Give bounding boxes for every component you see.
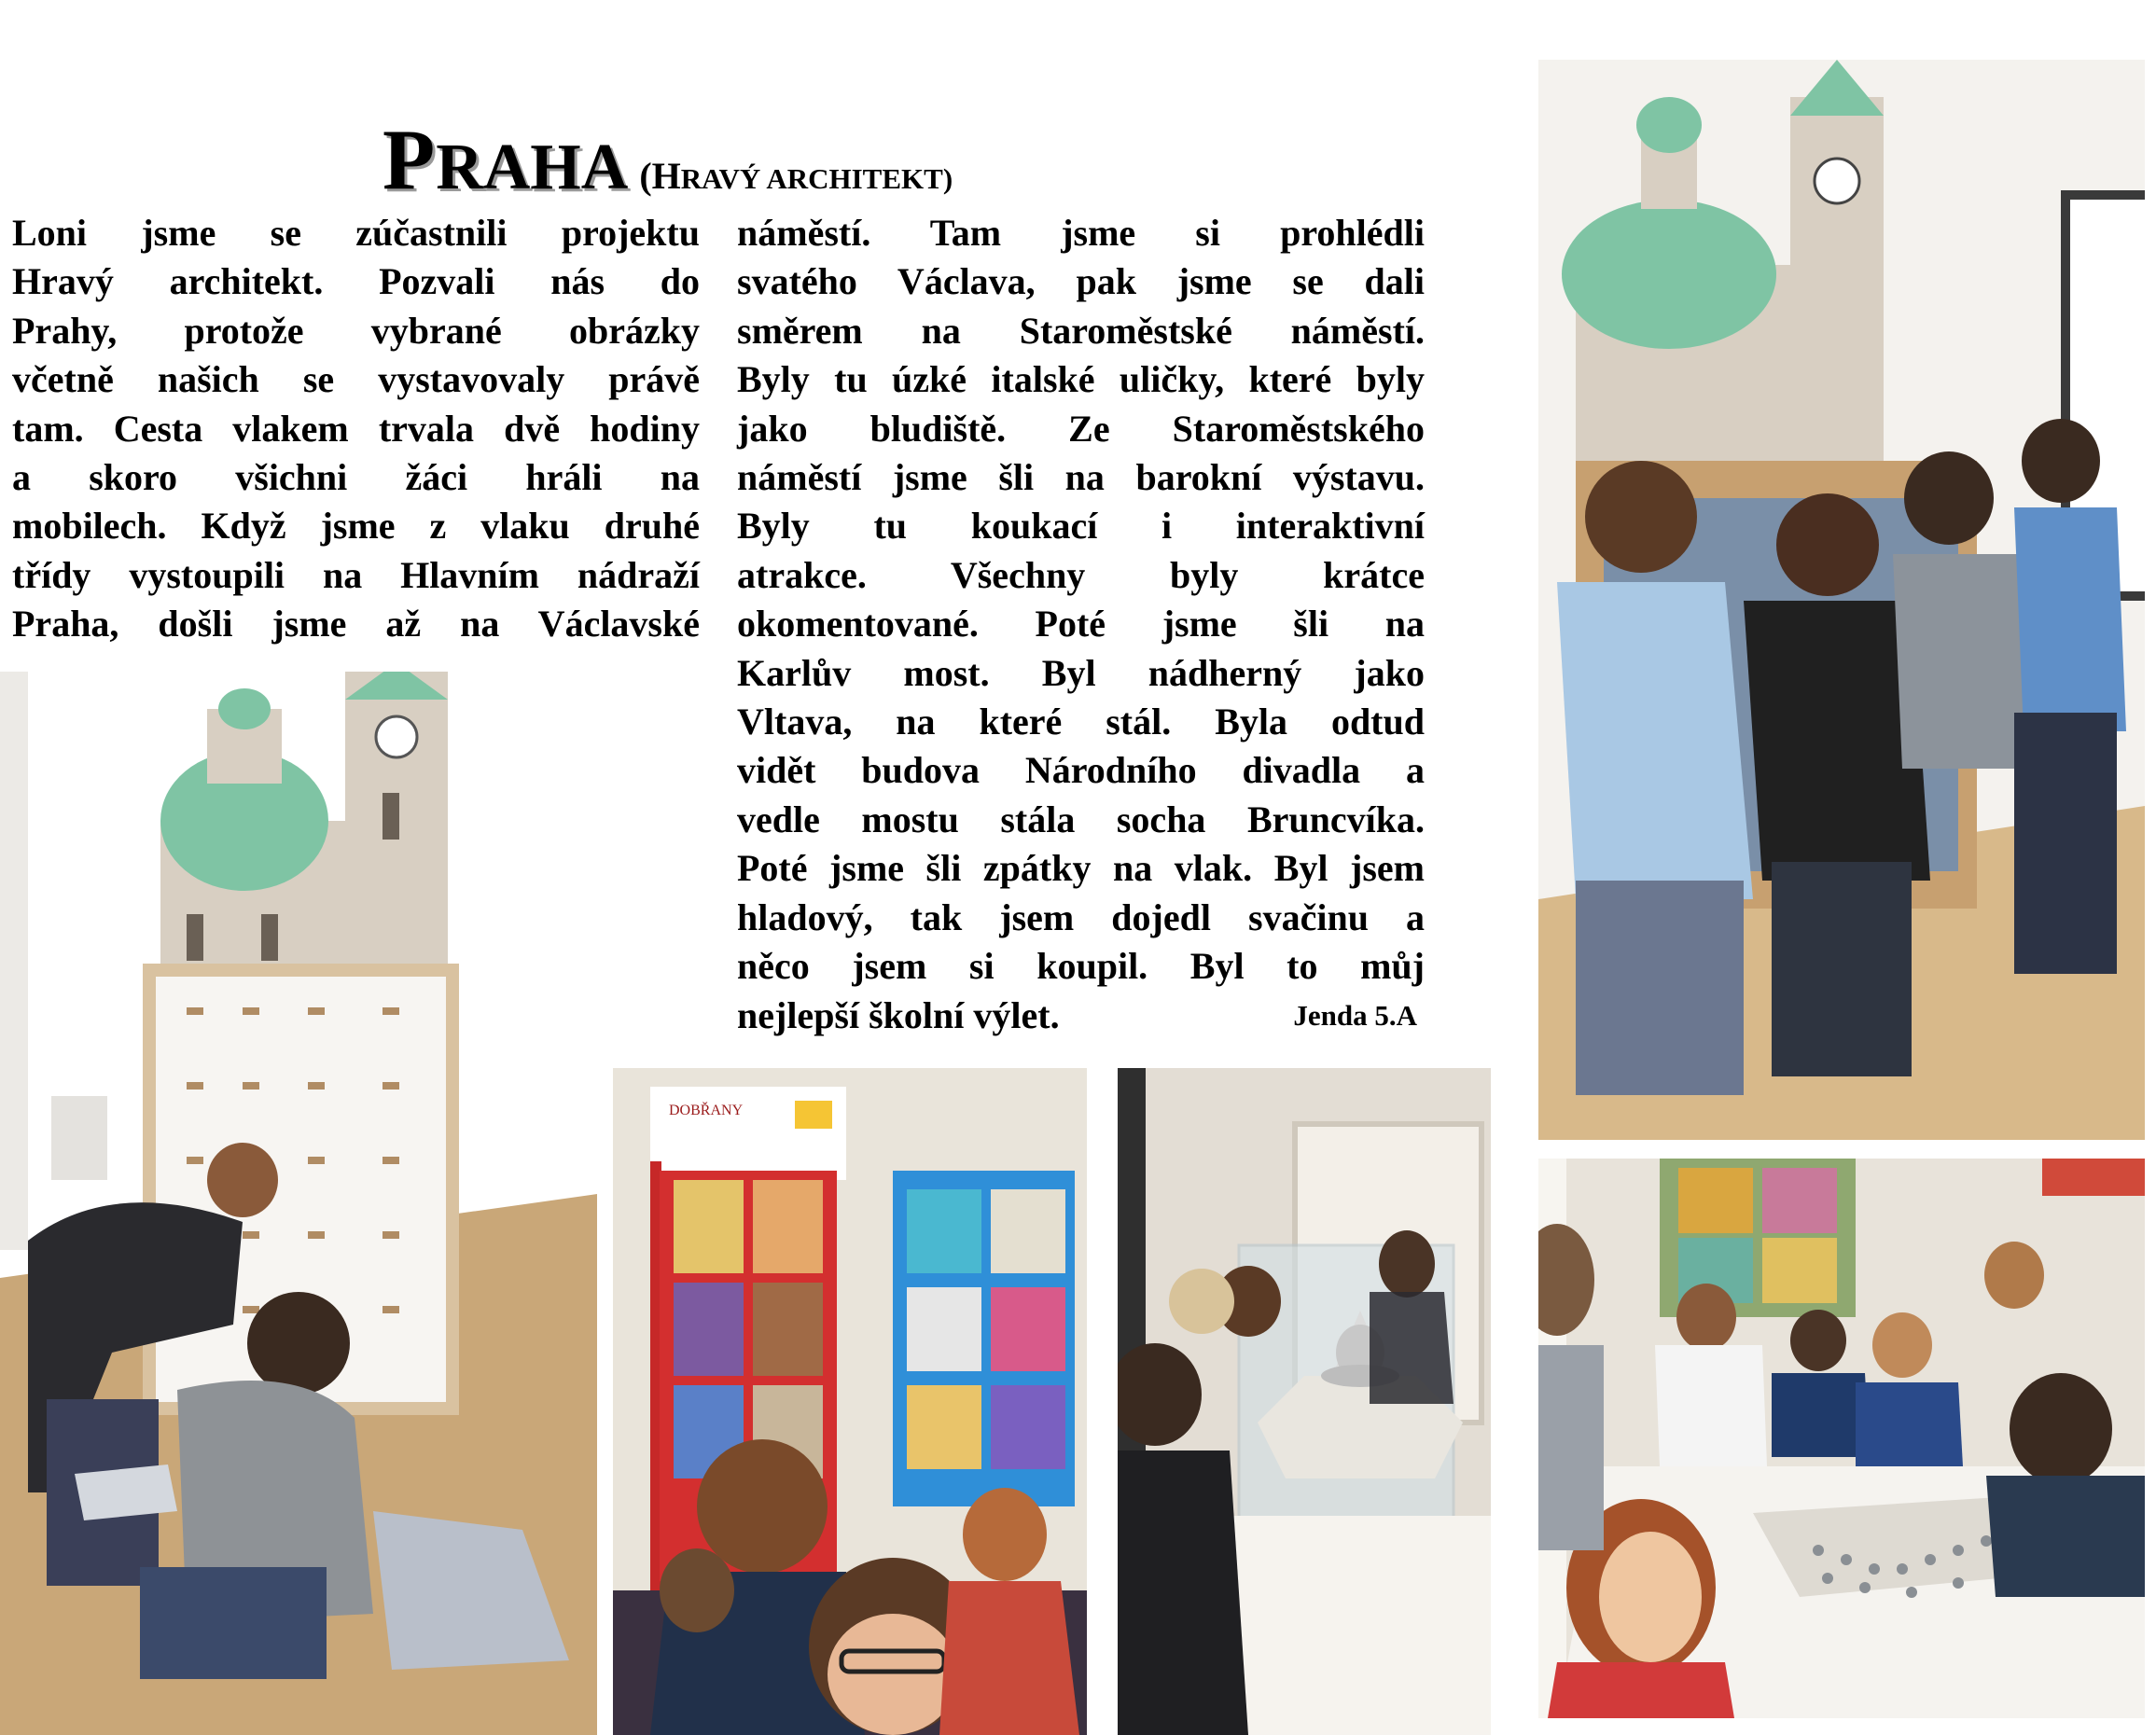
article-column-1 — [12, 209, 700, 649]
article-line: okomentované. Poté jsme šli na — [737, 603, 1425, 645]
photo-children-drawings-wall — [613, 1068, 1087, 1735]
article-line: Byly tu koukací i interaktivní — [737, 505, 1425, 548]
title-subtitle: (HRAVÝ ARCHITEKT) — [639, 155, 953, 197]
article-line: a skoro všichni žáci hráli na — [12, 456, 700, 499]
page-title — [383, 110, 953, 207]
article-line: mobilech. Když jsme z vlaku druhé — [12, 505, 700, 548]
article-line: svatého Václava, pak jsme se dali — [737, 260, 1425, 303]
article-line: směrem na Staroměstské náměstí. — [737, 309, 1425, 352]
article-column-2 — [737, 209, 1425, 1040]
article-line: Karlův most. Byl nádherný jako — [737, 651, 1425, 694]
photo-garden-model-table — [1538, 1159, 2145, 1718]
title-initial: P — [383, 112, 437, 207]
article-line: hladový, tak jsem dojedl svačinu a — [737, 895, 1425, 938]
article-line: Prahy, protože vybrané obrázky — [12, 309, 700, 352]
photo-church-pegboard — [0, 672, 597, 1735]
article-last-line: nejlepší školní výlet. Jenda 5.A — [737, 992, 1425, 1040]
article-line: jako bludiště. Ze Staroměstského — [737, 407, 1425, 450]
article-line: Poté jsme šli zpátky na vlak. Byl jsem — [737, 847, 1425, 890]
title-rest: RAHA — [436, 132, 629, 203]
author-signature: Jenda 5.A — [1293, 998, 1417, 1032]
article-line: třídy vystoupili na Hlavním nádraží — [12, 553, 700, 596]
article-line: vedle mostu stála socha Bruncvíka. — [737, 798, 1425, 840]
article-line: Vltava, na které stál. Byla odtud — [737, 701, 1425, 743]
article-line: něco jsem si koupil. Byl to můj — [737, 945, 1425, 988]
photo-church-model-vitrine — [1118, 1068, 1491, 1735]
article-line: náměstí jsme šli na barokní výstavu. — [737, 456, 1425, 499]
article-line: náměstí. Tam jsme si prohlédli — [737, 212, 1425, 254]
article-line: vidět budova Národního divadla a — [737, 749, 1425, 792]
poster-label: DOBŘANY — [669, 1103, 744, 1118]
article-line: Byly tu úzké italské uličky, které byly — [737, 358, 1425, 401]
article-line: atrakce. Všechny byly krátce — [737, 553, 1425, 596]
article-line: Hravý architekt. Pozvali nás do — [12, 260, 700, 303]
article-line: Loni jsme se zúčastnili projektu — [12, 212, 700, 254]
article-line: tam. Cesta vlakem trvala dvě hodiny — [12, 407, 700, 450]
article-line: včetně našich se vystavovaly právě — [12, 358, 700, 401]
article-line: Praha, došli jsme až na Václavské — [12, 603, 700, 645]
photo-boys-puzzle-wall — [1538, 60, 2145, 1140]
